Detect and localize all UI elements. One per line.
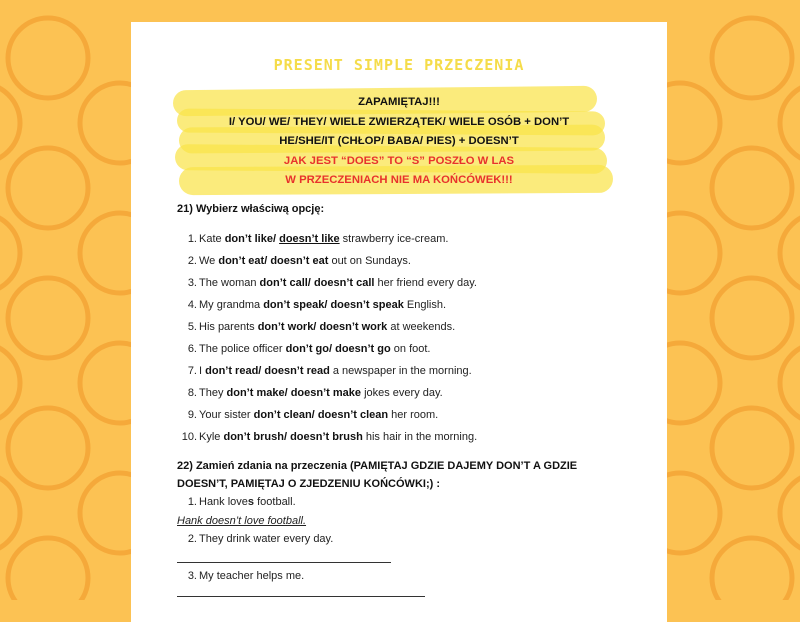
list-item: 1. Kate don’t like/ doesn’t like strawberry ice-cream. xyxy=(187,233,449,245)
option-doesnt: doesn’t go xyxy=(335,343,391,355)
option-doesnt: doesn’t work xyxy=(319,321,388,333)
exercise-21-list xyxy=(177,228,637,448)
rule-box xyxy=(131,93,667,191)
rule-warning-does: JAK JEST “DOES” TO “S” POSZŁO W LAS xyxy=(283,154,515,167)
exercise-21-heading: 21) Wybierz właściwą opcję: xyxy=(177,203,325,215)
list-item: 3. My teacher helps me. xyxy=(187,570,305,582)
list-item: 6. The police officer don’t go/ doesn’t go on foot. xyxy=(187,343,431,355)
option-doesnt: doesn’t clean xyxy=(317,409,389,421)
option-doesnt: doesn’t read xyxy=(264,365,330,377)
option-dont: don’t make/ xyxy=(226,387,291,399)
list-item: 4. My grandma don’t speak/ doesn’t speak English. xyxy=(187,299,447,311)
option-dont: don’t go/ xyxy=(285,343,336,355)
option-doesnt: doesn’t speak xyxy=(330,299,404,311)
page-title: PRESENT SIMPLE PRZECZENIA xyxy=(273,56,525,74)
answer-line[interactable] xyxy=(177,562,391,563)
list-item: 7. I don’t read/ doesn’t read a newspaper in the morning. xyxy=(187,365,472,377)
option-doesnt: doesn’t brush xyxy=(290,431,363,443)
list-item: 3. The woman don’t call/ doesn’t call her friend every day. xyxy=(187,277,477,289)
option-dont: don’t work/ xyxy=(257,321,320,333)
list-item: 9. Your sister don’t clean/ doesn’t clean her room. xyxy=(187,409,439,421)
list-item: 5. His parents don’t work/ doesn’t work at weekends. xyxy=(187,321,456,333)
option-dont: don’t clean/ xyxy=(253,409,318,421)
list-item: 8. They don’t make/ doesn’t make jokes every day. xyxy=(187,387,443,399)
option-dont: don’t call/ xyxy=(259,277,314,289)
option-dont: don’t eat/ xyxy=(218,255,271,267)
verb-ending: s xyxy=(247,496,255,508)
list-item: 2. They drink water every day. xyxy=(187,533,334,545)
option-dont: don’t brush/ xyxy=(223,431,291,443)
option-dont: don’t speak/ xyxy=(263,299,331,311)
option-doesnt: doesn’t call xyxy=(313,277,375,289)
rule-warning-endings: W PRZECZENIACH NIE MA KOŃCÓWEK!!! xyxy=(285,174,513,186)
option-dont: don’t like/ xyxy=(224,233,280,245)
rule-dont: I/ YOU/ WE/ THEY/ WIELE ZWIERZĄTEK/ WIELE OSÓB + DON’T xyxy=(228,115,570,128)
option-doesnt-selected: doesn’t like xyxy=(279,233,340,245)
list-item: 10. Kyle don’t brush/ doesn’t brush his hair in the morning. xyxy=(181,431,478,443)
option-doesnt: doesn’t eat xyxy=(270,255,329,267)
list-item: 2. We don’t eat/ doesn’t eat out on Sundays. xyxy=(187,255,411,267)
list-item: 1. Hank loves football. xyxy=(187,496,296,508)
option-doesnt: doesn’t make xyxy=(290,387,362,399)
rule-heading: ZAPAMIĘTAJ!!! xyxy=(358,96,440,108)
answer-line[interactable] xyxy=(177,596,425,597)
option-dont: don’t read/ xyxy=(205,365,265,377)
exercise-22-heading: 22) Zamień zdania na przeczenia (PAMIĘTAJ GDZIE DAJEMY DON’T A GDZIE DOESN’T, PAMIĘTAJ O ZJEDZENIU KOŃCÓWKI;) : xyxy=(177,460,578,490)
example-answer: Hank doesn’t love football. xyxy=(177,515,307,527)
worksheet-page xyxy=(131,22,667,622)
rule-doesnt: HE/SHE/IT (CHŁOP/ BABA/ PIES) + DOESN’T xyxy=(279,135,519,147)
